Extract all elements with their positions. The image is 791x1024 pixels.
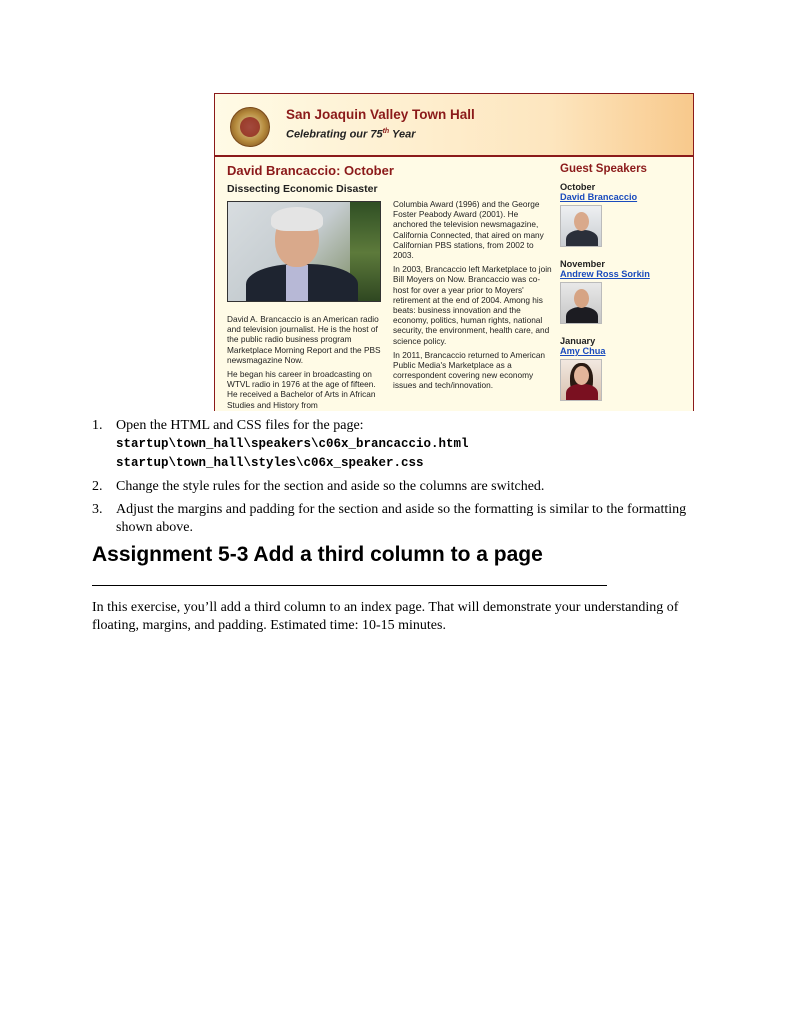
step-item xyxy=(92,417,712,473)
speaker-november xyxy=(560,259,690,324)
speaker-month: January xyxy=(560,336,596,346)
bio-paragraph: He began his career in broadcasting on WTVL radio in 1976 at the age of fifteen. He received a Bachelor of Arts in African Studies and History from xyxy=(227,369,376,410)
speaker-subheading: Dissecting Economic Disaster xyxy=(227,183,378,195)
assignment-heading: Assignment 5-3 Add a third column to a page xyxy=(92,543,543,566)
step-item xyxy=(92,478,712,496)
step-text: Change the style rules for the section and aside so the columns are switched. xyxy=(116,479,545,494)
guest-speakers-aside xyxy=(560,163,690,356)
step-number: 2. xyxy=(92,479,103,494)
speaker-link[interactable]: Amy Chua xyxy=(560,346,606,356)
bio-paragraph: In 2003, Brancaccio left Marketplace to join Bill Moyers on Now. Brancaccio was co-host for over a year prior to Moyers' retirement at the end of 2004. Among his beats: business innovation and the economy, politics, human rights, national security, the environment, health care, and science policy. xyxy=(393,264,552,346)
town-hall-logo-icon xyxy=(230,107,270,147)
bio-paragraph: In 2011, Brancaccio returned to American Public Media's Marketplace as a correspondent covering new economy issues and tech/innovation. xyxy=(393,349,546,391)
site-header xyxy=(215,94,693,157)
bio-paragraph: David A. Brancaccio is an American radio and television journalist. He is the host of the public radio business program Marketplace Morning Report and the PBS newsmagazine Now. xyxy=(227,314,381,365)
speaker-month: November xyxy=(560,259,605,269)
speaker-month: October xyxy=(560,182,596,192)
speaker-january xyxy=(560,336,690,401)
speaker-photo xyxy=(227,201,381,302)
bio-paragraph: Columbia Award (1996) and the George Foster Peabody Award (2001). He anchored the television newsmagazine, California Connected, that aired on many Californian PBS stations, from 2002 to 2003. xyxy=(393,199,544,261)
step-number: 1. xyxy=(92,418,103,433)
heading-rule xyxy=(92,585,607,586)
step-text: Open the HTML and CSS files for the page: xyxy=(116,418,364,433)
step-item xyxy=(92,501,712,537)
speaker-bio-left xyxy=(227,314,387,411)
speaker-link[interactable]: David Brancaccio xyxy=(560,192,638,202)
speaker-link[interactable]: Andrew Ross Sorkin xyxy=(560,269,650,279)
speaker-heading: David Brancaccio: October xyxy=(227,163,394,178)
speaker-thumbnail xyxy=(560,205,602,247)
speaker-bio-middle xyxy=(393,199,553,395)
file-path: startup\town_hall\styles\c06x_speaker.css xyxy=(116,456,424,470)
assignment-intro: In this exercise, you’ll add a third column to an index page. That will demonstrate your understanding of floating, margins, and padding. Estimated time: 10-15 minutes. xyxy=(92,600,679,633)
file-path: startup\town_hall\speakers\c06x_brancaccio.html xyxy=(116,437,469,451)
speaker-thumbnail xyxy=(560,359,602,401)
instruction-steps xyxy=(92,417,712,542)
step-number: 3. xyxy=(92,502,103,517)
site-title: San Joaquin Valley Town Hall xyxy=(286,107,475,122)
speaker-october xyxy=(560,182,690,247)
town-hall-screenshot xyxy=(214,93,694,411)
aside-heading: Guest Speakers xyxy=(560,163,647,175)
step-text: Adjust the margins and padding for the section and aside so the formatting is similar to the formatting shown above. xyxy=(116,502,687,535)
site-tagline: Celebrating our 75th Year xyxy=(286,128,416,141)
speaker-thumbnail xyxy=(560,282,602,324)
